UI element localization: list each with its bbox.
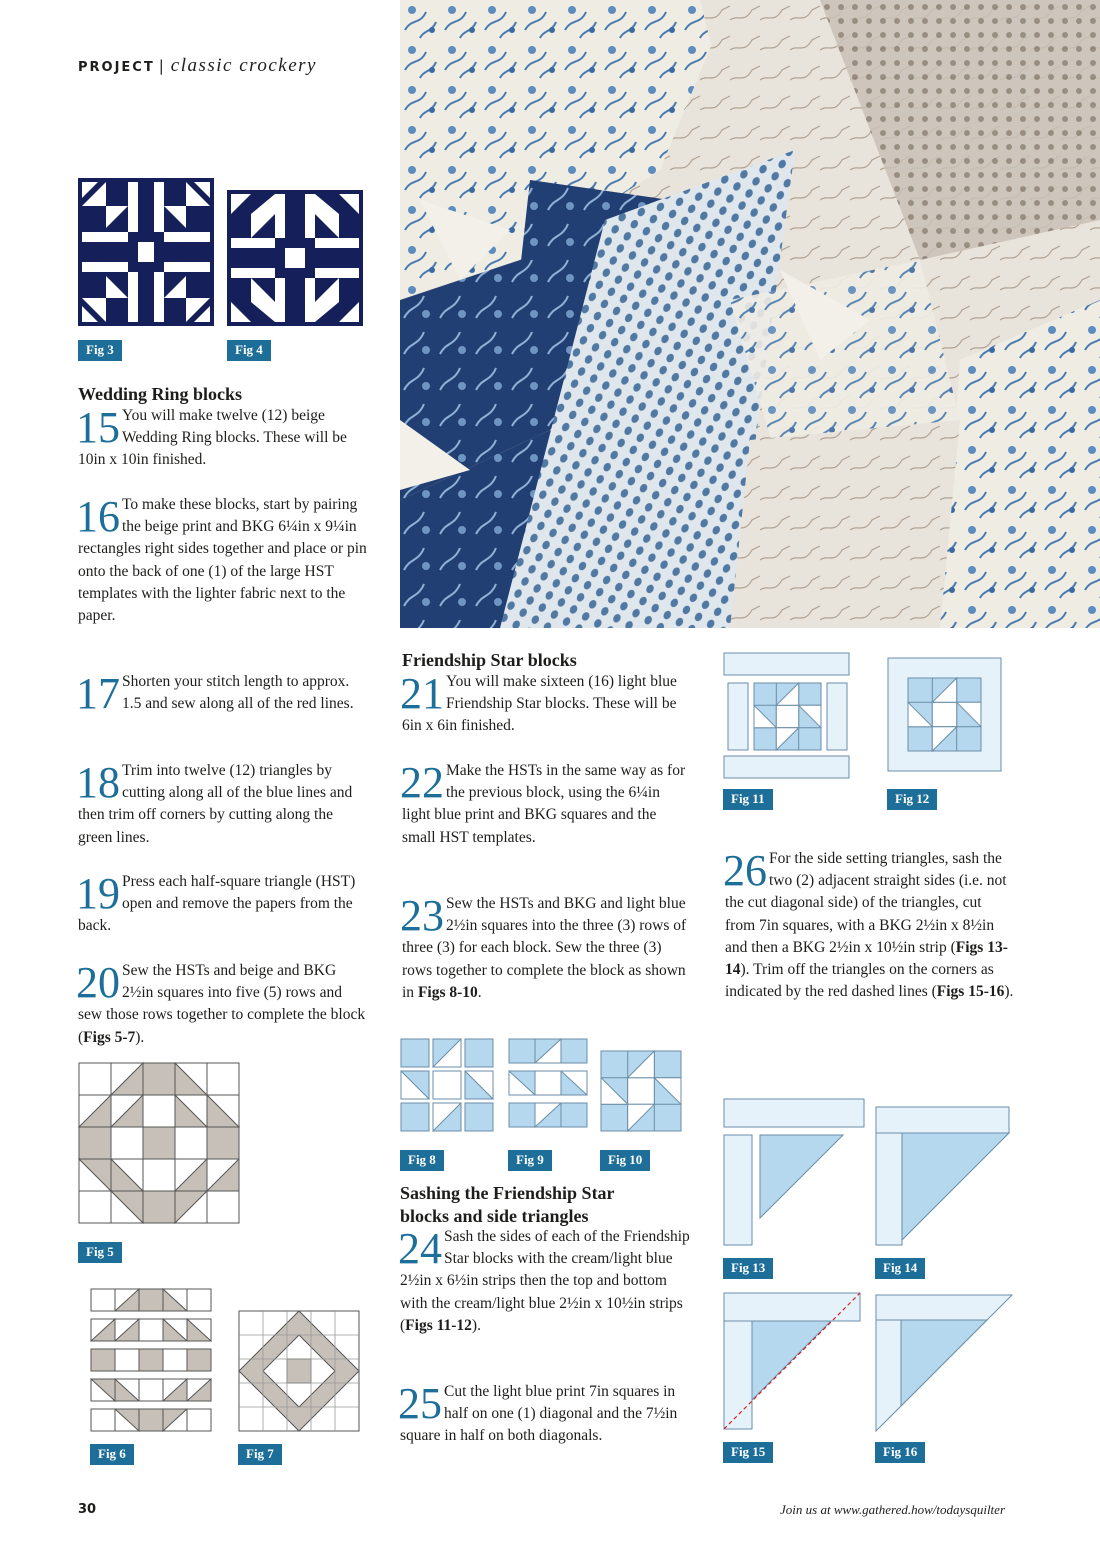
step-17 bbox=[76, 669, 368, 718]
step-21-text: You will make sixteen (16) light blue Friendship Star blocks. These will be 6in x 6in finished. bbox=[402, 673, 677, 735]
step-25-text: Cut the light blue print 7in squares in half on one (1) diagonal and the 7½in square in half on both diagonals. bbox=[400, 1383, 678, 1445]
step-15-text: You will make twelve (12) beige Wedding Ring blocks. These will be 10in x 10in finished. bbox=[78, 407, 347, 469]
fig13-label: Fig 13 bbox=[723, 1258, 773, 1279]
sashing-heading-line2: blocks and side triangles bbox=[400, 1206, 589, 1226]
step-25-number: 25 bbox=[398, 1379, 442, 1428]
fig8-diagram bbox=[400, 1038, 496, 1134]
step-24 bbox=[400, 1226, 690, 1337]
step-24-number: 24 bbox=[398, 1224, 442, 1273]
fig14-label: Fig 14 bbox=[875, 1258, 925, 1279]
fig13-diagram bbox=[723, 1098, 867, 1248]
step-16-text: To make these blocks, start by pairing the beige print and BKG 6¼in x 9¼in rectangles right sides together and place or pin onto the back of one (1) of the large HST templates with the lighter fabric next to the paper. bbox=[78, 496, 367, 625]
step-26-figs-b: Figs 15-16 bbox=[936, 983, 1005, 1001]
step-26-text: For the side setting triangles, sash the two (2) adjacent straight sides (i.e. not the cut diagonal side) of the triangles, cut from 7in squares, with a BKG 2½in x 8½in and then a BKG 2½in x 10½in strip ( bbox=[725, 850, 1007, 956]
fig16-diagram bbox=[875, 1294, 1015, 1432]
quilt-photo bbox=[400, 0, 1100, 628]
fig12-diagram bbox=[887, 657, 1003, 773]
fig9-diagram bbox=[508, 1038, 590, 1128]
step-19 bbox=[78, 871, 368, 938]
step-16-number: 16 bbox=[76, 492, 120, 541]
fig5-label: Fig 5 bbox=[78, 1242, 122, 1263]
step-17-text: Shorten your stitch length to approx. 1.5 and sew along all of the red lines. bbox=[122, 673, 354, 713]
fig4-diagram bbox=[227, 190, 363, 326]
footer-url[interactable]: Join us at www.gathered.how/todaysquilter bbox=[780, 1502, 1005, 1517]
step-20-end: ). bbox=[135, 1028, 145, 1046]
running-header bbox=[78, 55, 317, 77]
step-24-figs: Figs 11-12 bbox=[405, 1316, 472, 1334]
fig9-label: Fig 9 bbox=[508, 1150, 552, 1171]
project-label: PROJECT bbox=[78, 60, 155, 75]
step-17-number: 17 bbox=[76, 669, 120, 718]
step-26-end: ). bbox=[1004, 983, 1014, 1001]
fig7-diagram bbox=[238, 1310, 362, 1434]
step-26-mid: ). Trim off the triangles on the corners as indicated by the red dashed lines ( bbox=[725, 961, 994, 1001]
step-22-number: 22 bbox=[400, 758, 444, 807]
fig3-diagram bbox=[78, 178, 214, 326]
step-19-text: Press each half-square triangle (HST) open and remove the papers from the back. bbox=[78, 873, 356, 935]
step-24-end: ). bbox=[471, 1316, 481, 1334]
step-22 bbox=[402, 760, 692, 849]
step-15 bbox=[78, 405, 368, 472]
fig10-label: Fig 10 bbox=[600, 1150, 650, 1171]
header-separator: | bbox=[158, 57, 165, 75]
fig14-diagram bbox=[875, 1106, 1011, 1248]
fig6-diagram bbox=[90, 1288, 214, 1432]
step-15-number: 15 bbox=[76, 403, 120, 452]
step-18-text: Trim into twelve (12) triangles by cutting along all of the blue lines and then trim off corners by cutting along the green lines. bbox=[78, 762, 353, 846]
step-20-text: Sew the HSTs and beige and BKG 2½in squares into five (5) rows and sew those rows together to complete the block ( bbox=[78, 962, 366, 1046]
sashing-heading bbox=[400, 1182, 700, 1228]
step-22-text: Make the HSTs in the same way as for the previous block, using the 6¼in light blue print and BKG squares and the small HST templates. bbox=[402, 762, 686, 846]
fig3-label: Fig 3 bbox=[78, 340, 122, 361]
fig10-diagram bbox=[600, 1050, 682, 1132]
fig15-label: Fig 15 bbox=[723, 1442, 773, 1463]
step-23-end: . bbox=[477, 983, 482, 1001]
step-25 bbox=[400, 1381, 690, 1448]
sashing-heading-line1: Sashing the Friendship Star bbox=[400, 1183, 615, 1203]
fig11-diagram bbox=[723, 652, 851, 780]
fig8-label: Fig 8 bbox=[400, 1150, 444, 1171]
step-26-number: 26 bbox=[723, 846, 767, 895]
wedding-ring-heading: Wedding Ring blocks bbox=[78, 384, 243, 404]
page-number: 30 bbox=[78, 1502, 97, 1517]
step-21-number: 21 bbox=[400, 669, 444, 718]
step-19-number: 19 bbox=[76, 869, 120, 918]
step-23-text: Sew the HSTs and BKG and light blue 2½in squares into the three (3) rows of three (3) for each block. Sew the three (3) rows together to complete the block as shown in bbox=[402, 895, 687, 1001]
step-18 bbox=[78, 760, 368, 849]
fig6-label: Fig 6 bbox=[90, 1444, 134, 1465]
step-26-figs-a: Figs 13-14 bbox=[725, 938, 1008, 979]
step-24-text: Sash the sides of each of the Friendship Star blocks with the cream/light blue 2½in x 6½in strips then the top and bottom with the cream/light blue 2½in x 10½in strips ( bbox=[400, 1228, 690, 1334]
step-23 bbox=[402, 893, 692, 1004]
fig12-label: Fig 12 bbox=[887, 789, 937, 810]
step-18-number: 18 bbox=[76, 758, 120, 807]
step-26 bbox=[725, 848, 1015, 1003]
fig7-label: Fig 7 bbox=[238, 1444, 282, 1465]
fig4-label: Fig 4 bbox=[227, 340, 271, 361]
fig5-diagram bbox=[78, 1062, 242, 1226]
step-16 bbox=[78, 494, 368, 627]
fig16-label: Fig 16 bbox=[875, 1442, 925, 1463]
step-20-number: 20 bbox=[76, 958, 120, 1007]
friendship-star-heading: Friendship Star blocks bbox=[402, 650, 577, 670]
step-20 bbox=[78, 960, 368, 1049]
fig11-label: Fig 11 bbox=[723, 789, 773, 810]
step-23-figs: Figs 8-10 bbox=[417, 983, 478, 1001]
project-title: classic crockery bbox=[170, 55, 317, 76]
fig15-diagram bbox=[723, 1292, 863, 1432]
step-21 bbox=[402, 671, 692, 738]
step-20-figs: Figs 5-7 bbox=[83, 1028, 136, 1046]
step-23-number: 23 bbox=[400, 891, 444, 940]
